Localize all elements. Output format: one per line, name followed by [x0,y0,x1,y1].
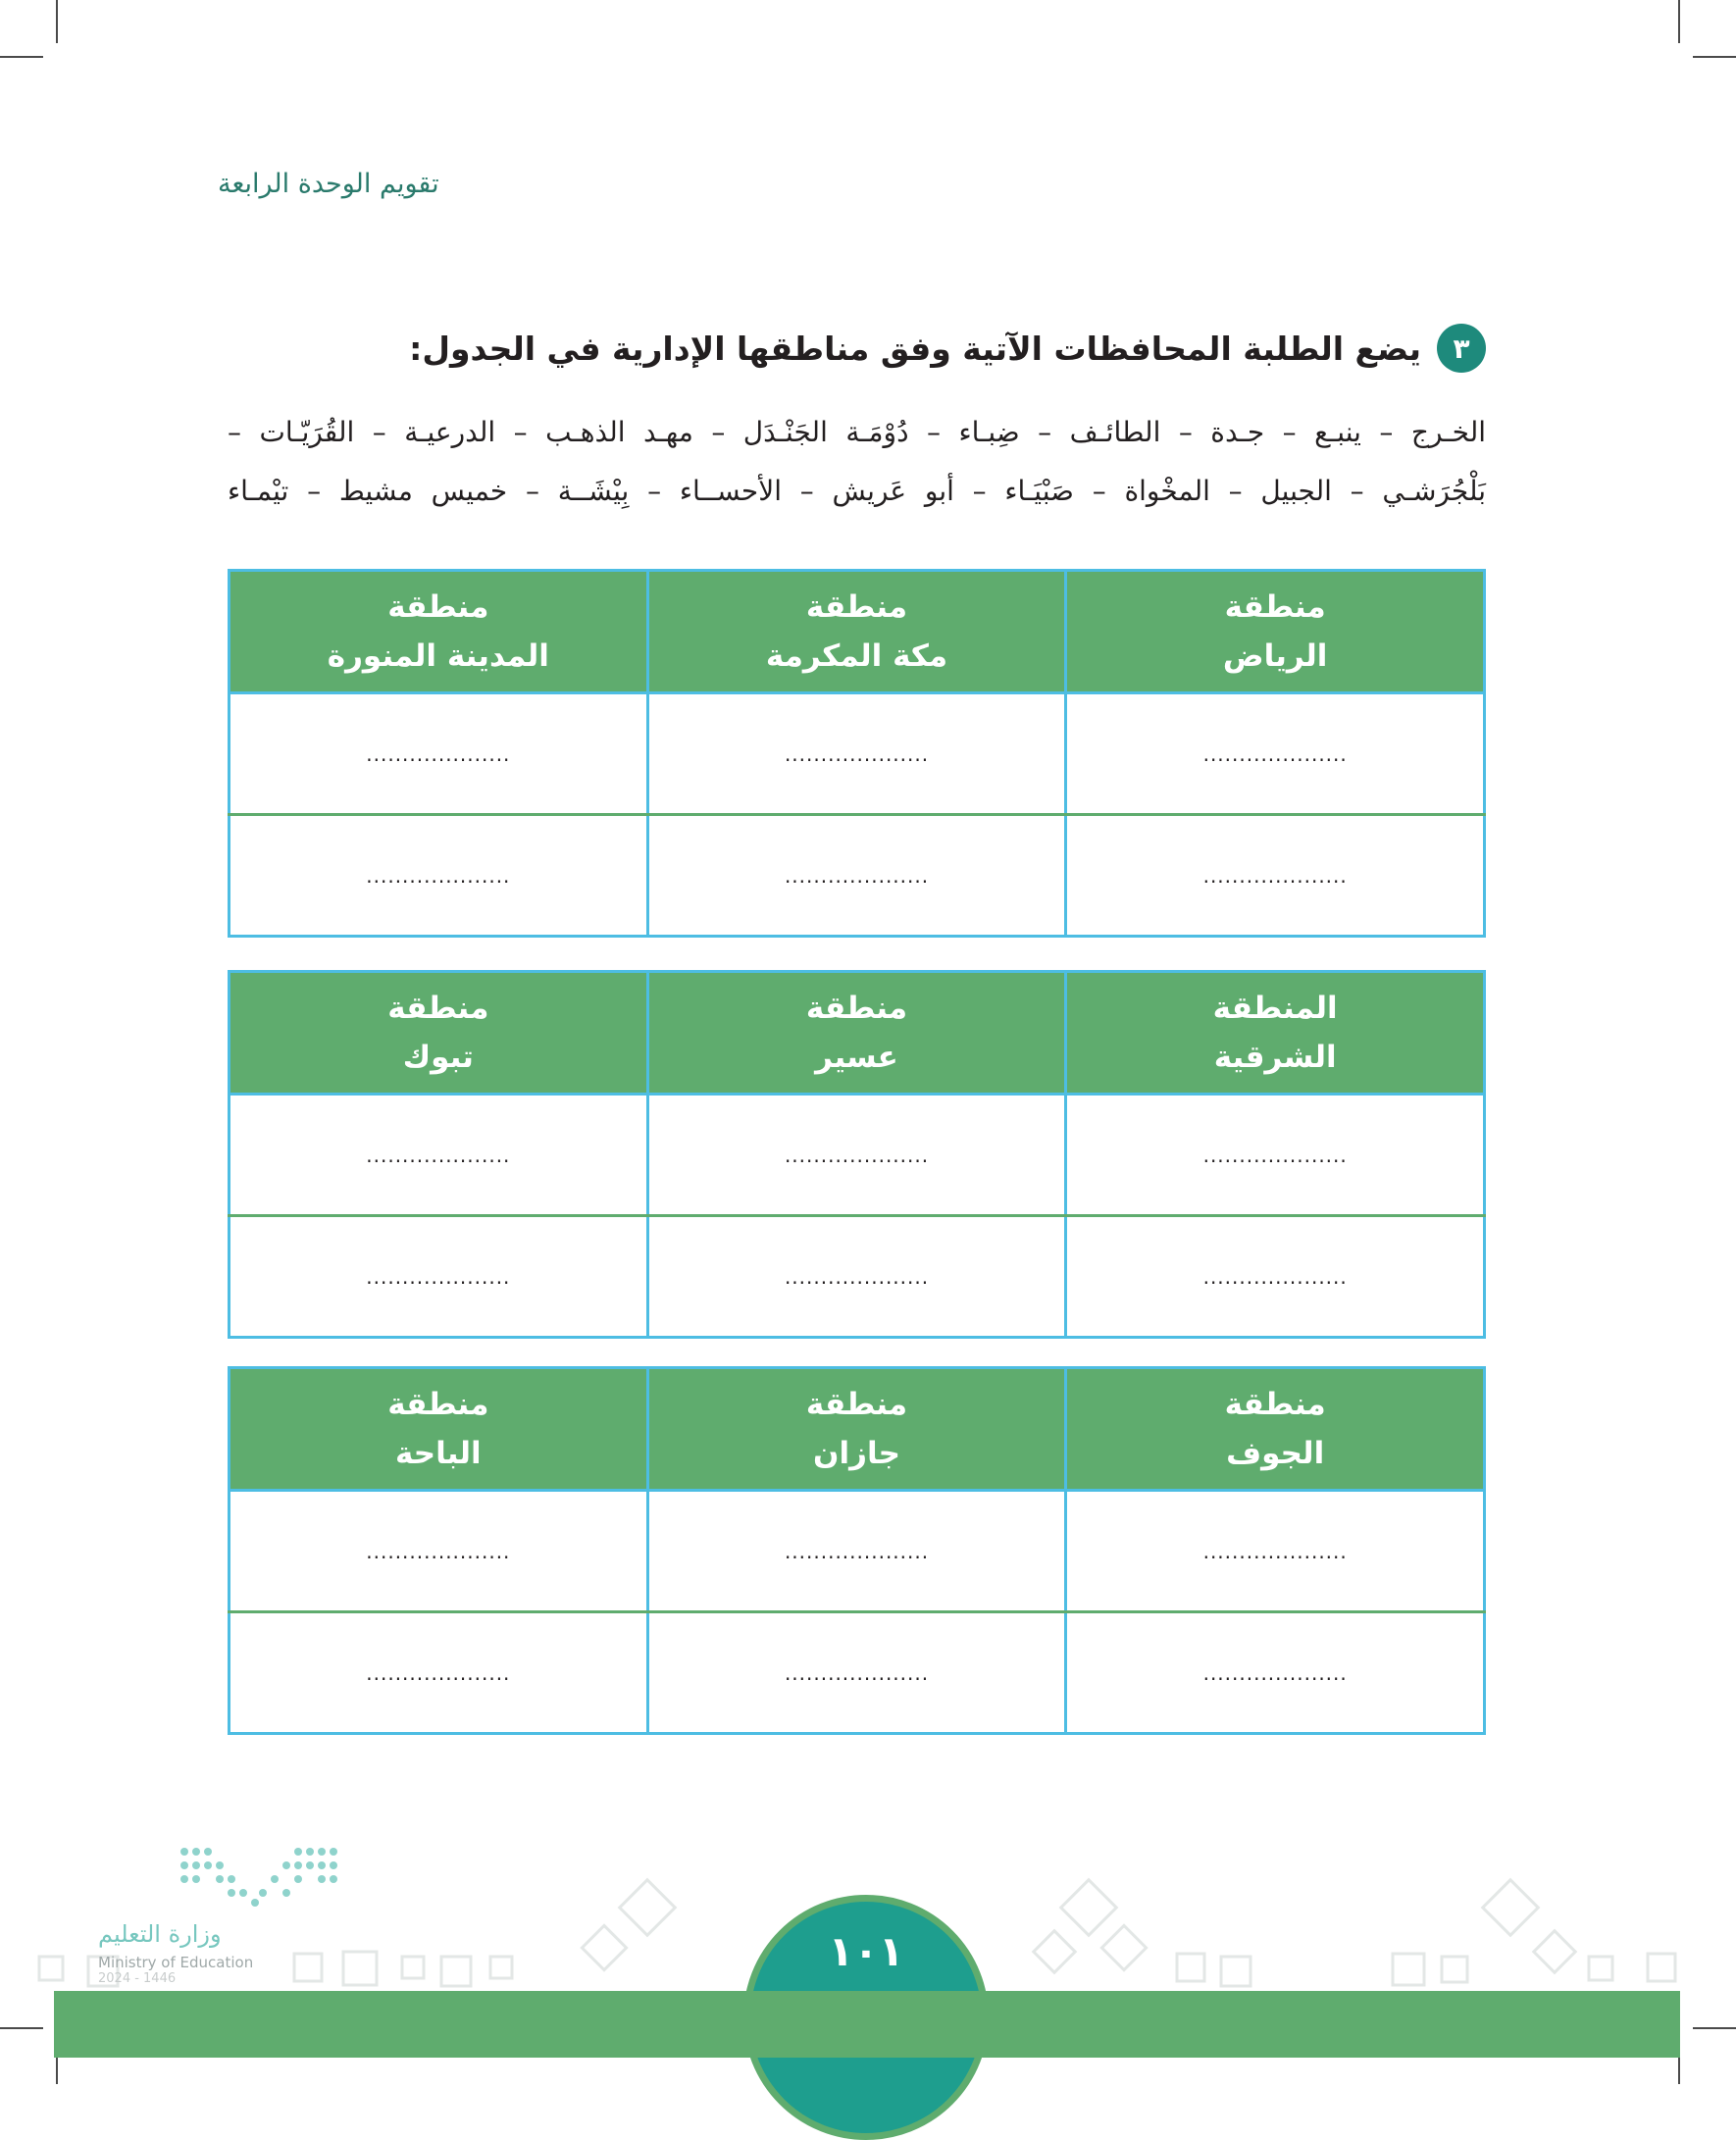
header-line-1: منطقة [387,991,489,1026]
answer-blank[interactable]: .................... [647,1216,1066,1338]
question-title: يضع الطلبة المحافظات الآتية وفق مناطقها الإدارية في الجدول: [409,329,1421,368]
page-number: ١٠١ [828,1927,904,1975]
deco-square [39,1957,63,1980]
question-number-badge: ٣ [1437,324,1486,373]
answer-blank[interactable]: .................... [1066,693,1485,815]
table-header-row [230,1368,1485,1491]
answer-blank[interactable]: .................... [647,1095,1066,1216]
header-line-1: منطقة [805,589,908,625]
table-header-cell [230,1368,648,1491]
answer-blank[interactable]: .................... [230,1612,648,1734]
running-title: تقويم الوحدة الرابعة [218,169,439,199]
deco-diamond [620,1880,676,1936]
regions-table-2 [228,970,1486,1339]
answer-blank[interactable]: .................... [230,1216,648,1338]
answer-blank[interactable]: .................... [1066,1491,1485,1612]
answer-blank[interactable]: .................... [647,1491,1066,1612]
header-line-2: الباحة [394,1436,482,1471]
header-line-1: منطقة [1224,589,1326,625]
table-header-cell [647,972,1066,1095]
deco-diamond [1101,1925,1146,1969]
table-header-cell [1066,972,1485,1095]
governorates-line-1: الخـرج – ينبـع – جـدة – الطائـف – ضِبـاء – دُوْمَـة الجَنْـدَل – مهـد الذهـب – الدرعيـة – القُرَيّـات – [228,416,1486,448]
ministry-logo-icon [96,1844,351,1917]
deco-square [1648,1954,1675,1981]
answer-blank[interactable]: .................... [230,1491,648,1612]
crop-mark [1678,2055,1680,2084]
deco-square [441,1957,471,1986]
header-line-1: منطقة [805,991,908,1026]
answer-blank[interactable]: .................... [1066,1095,1485,1216]
crop-mark [0,2027,43,2029]
answer-blank[interactable]: .................... [230,815,648,937]
table-header-cell [230,972,648,1095]
table-header-cell [230,571,648,693]
table-row [230,693,1485,815]
answer-blank[interactable]: .................... [647,693,1066,815]
governorates-line-2: بَلْجُرَشـي – الجبيل – المخْواة – صَبْيَـاء – أبو عَريش – الأحســاء – بِيْشَــة – خميس مشيط – تيْمـاء [228,475,1486,507]
table-row [230,815,1485,937]
answer-blank[interactable]: .................... [1066,1216,1485,1338]
table-header-cell [647,1368,1066,1491]
table-row [230,1216,1485,1338]
header-line-2: الشرقية [1213,1040,1337,1075]
regions-table-3 [228,1366,1486,1735]
answer-blank[interactable]: .................... [230,693,648,815]
crop-mark [56,0,58,43]
table-header-cell [1066,1368,1485,1491]
table-header-row [230,972,1485,1095]
table-header-cell [1066,571,1485,693]
deco-diamond [582,1925,626,1969]
answer-blank[interactable]: .................... [647,1612,1066,1734]
deco-square [402,1957,424,1978]
deco-diamond [1061,1880,1117,1936]
deco-square [1221,1957,1251,1986]
table-header-cell [647,571,1066,693]
crop-mark [1678,0,1680,43]
header-line-2: الجوف [1226,1436,1325,1471]
header-line-1: منطقة [387,1387,489,1422]
deco-diamond [1034,1931,1075,1972]
deco-square [343,1952,377,1985]
table-row [230,1095,1485,1216]
ministry-name-ar: وزارة التعليم [98,1920,222,1948]
table-row [230,1491,1485,1612]
header-line-2: جازان [813,1436,900,1471]
footer-band [54,1991,1680,2058]
header-line-1: منطقة [387,589,489,625]
deco-square [490,1957,512,1978]
header-line-2: المدينة المنورة [327,638,549,674]
regions-table-1 [228,569,1486,938]
header-line-2: تبوك [402,1040,474,1075]
crop-mark [56,2055,58,2084]
header-line-2: عسير [815,1040,898,1075]
crop-mark [1693,2027,1736,2029]
header-line-2: مكة المكرمة [765,638,948,674]
crop-mark [1693,56,1736,58]
crop-mark [0,56,43,58]
deco-square [1177,1954,1204,1981]
ministry-name-en: Ministry of Education [98,1954,254,1971]
answer-blank[interactable]: .................... [230,1095,648,1216]
answer-blank[interactable]: .................... [1066,815,1485,937]
deco-diamond [1483,1880,1539,1936]
table-header-row [230,571,1485,693]
deco-square [1589,1957,1612,1980]
deco-square [294,1954,322,1981]
ministry-year: 2024 - 1446 [98,1971,177,1986]
header-line-1: منطقة [1224,1387,1326,1422]
header-line-1: منطقة [805,1387,908,1422]
deco-square [1442,1957,1467,1982]
answer-blank[interactable]: .................... [1066,1612,1485,1734]
table-row [230,1612,1485,1734]
question-heading [409,324,1486,373]
header-line-1: المنطقة [1212,991,1338,1026]
header-line-2: الرياض [1222,638,1328,674]
deco-square [1393,1954,1424,1985]
deco-diamond [1534,1931,1575,1972]
answer-blank[interactable]: .................... [647,815,1066,937]
